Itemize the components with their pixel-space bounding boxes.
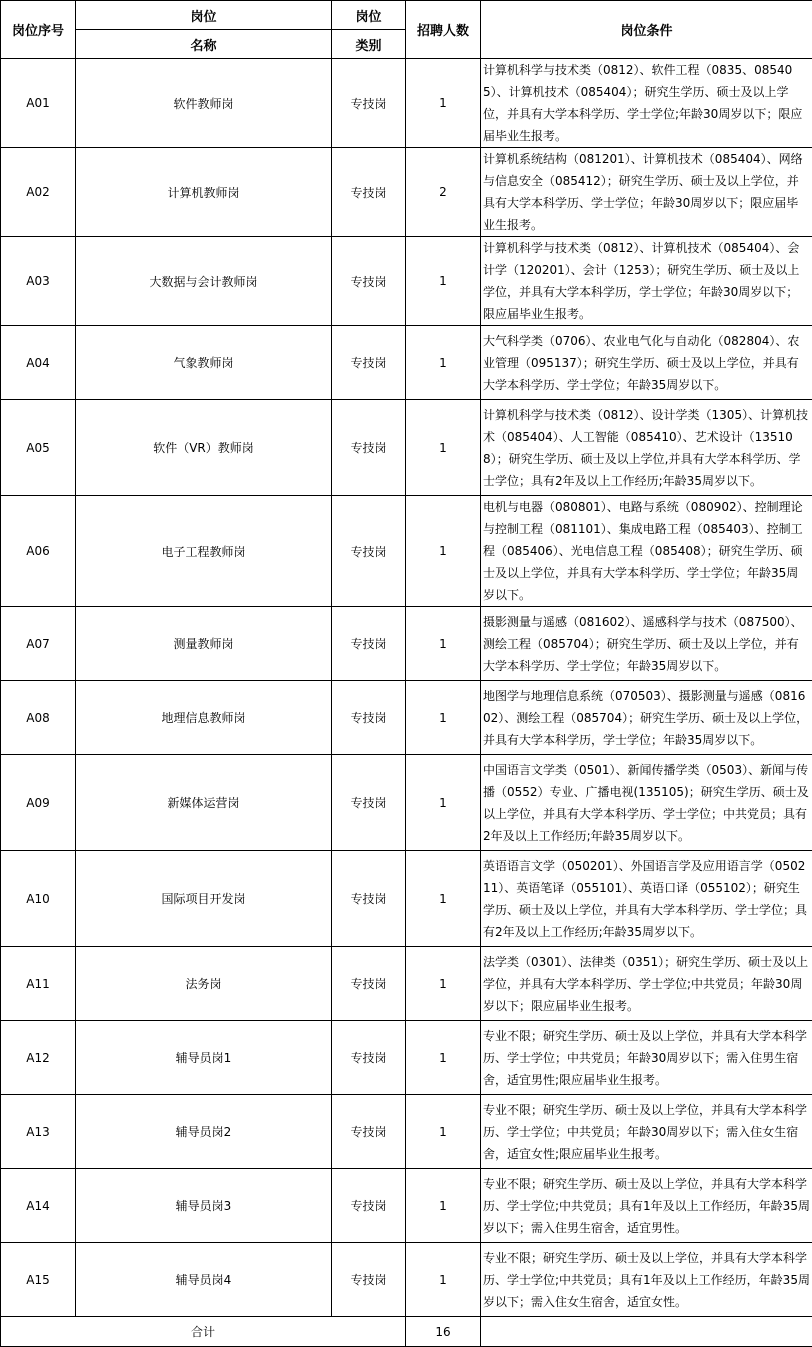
table-body xyxy=(1,59,812,1317)
cell-position-name: 电子工程教师岗 xyxy=(76,496,332,607)
table-row xyxy=(1,947,812,1021)
cell-conditions: 专业不限；研究生学历、硕士及以上学位，并具有大学本科学历、学士学位;中共党员；具有1年及以上工作经历，年龄35周岁以下；需入住女生宿舍，适宜女性。 xyxy=(481,1243,812,1317)
cell-id: A07 xyxy=(1,607,76,681)
cell-id: A05 xyxy=(1,400,76,496)
cell-id: A12 xyxy=(1,1021,76,1095)
header-seq: 岗位序号 xyxy=(1,1,76,59)
header-type-top: 岗位 xyxy=(332,1,406,30)
cell-id: A10 xyxy=(1,851,76,947)
cell-position-name: 测量教师岗 xyxy=(76,607,332,681)
cell-position-name: 辅导员岗1 xyxy=(76,1021,332,1095)
cell-type: 专技岗 xyxy=(332,148,406,237)
cell-count: 1 xyxy=(406,851,481,947)
cell-type: 专技岗 xyxy=(332,681,406,755)
cell-conditions: 计算机科学与技术类（0812）、设计学类（1305）、计算机技术（085404）、人工智能（085410）、艺术设计（135108）；研究生学历、硕士及以上学位,并具有大学本科学历、学士学位；具有2年及以上工作经历;年龄35周岁以下。 xyxy=(481,400,812,496)
cell-count: 1 xyxy=(406,326,481,400)
cell-count: 1 xyxy=(406,607,481,681)
cell-position-name: 计算机教师岗 xyxy=(76,148,332,237)
cell-count: 1 xyxy=(406,1169,481,1243)
table-row xyxy=(1,400,812,496)
cell-id: A14 xyxy=(1,1169,76,1243)
cell-type: 专技岗 xyxy=(332,755,406,851)
cell-count: 1 xyxy=(406,681,481,755)
cell-type: 专技岗 xyxy=(332,1169,406,1243)
total-row xyxy=(1,1317,812,1347)
cell-type: 专技岗 xyxy=(332,496,406,607)
cell-position-name: 辅导员岗4 xyxy=(76,1243,332,1317)
cell-position-name: 新媒体运营岗 xyxy=(76,755,332,851)
cell-position-name: 气象教师岗 xyxy=(76,326,332,400)
cell-count: 2 xyxy=(406,148,481,237)
cell-conditions: 大气科学类（0706）、农业电气化与自动化（082804）、农业管理（095137）；研究生学历、硕士及以上学位，并具有大学本科学历、学士学位；年龄35周岁以下。 xyxy=(481,326,812,400)
table-row xyxy=(1,237,812,326)
cell-type: 专技岗 xyxy=(332,1095,406,1169)
cell-id: A03 xyxy=(1,237,76,326)
table-row xyxy=(1,851,812,947)
cell-position-name: 软件（VR）教师岗 xyxy=(76,400,332,496)
table-row xyxy=(1,1169,812,1243)
cell-type: 专技岗 xyxy=(332,947,406,1021)
table-row xyxy=(1,681,812,755)
cell-conditions: 英语语言文学（050201）、外国语言学及应用语言学（050211）、英语笔译（055101）、英语口译（055102）；研究生学历、硕士及以上学位，并具有大学本科学历、学士学位；具有2年及以上工作经历;年龄35周岁以下。 xyxy=(481,851,812,947)
cell-position-name: 辅导员岗2 xyxy=(76,1095,332,1169)
cell-type: 专技岗 xyxy=(332,607,406,681)
cell-position-name: 大数据与会计教师岗 xyxy=(76,237,332,326)
cell-conditions: 计算机系统结构（081201）、计算机技术（085404）、网络与信息安全（085412）；研究生学历、硕士及以上学位，并具有大学本科学历、学士学位；年龄30周岁以下；限应届毕业生报考。 xyxy=(481,148,812,237)
table-row xyxy=(1,607,812,681)
cell-id: A13 xyxy=(1,1095,76,1169)
cell-position-name: 辅导员岗3 xyxy=(76,1169,332,1243)
cell-count: 1 xyxy=(406,1095,481,1169)
cell-conditions: 计算机科学与技术类（0812）、计算机技术（085404）、会计学（120201）、会计（1253）；研究生学历、硕士及以上学位，并具有大学本科学历，学士学位；年龄30周岁以下；限应届毕业生报考。 xyxy=(481,237,812,326)
header-position-bottom: 名称 xyxy=(76,30,332,59)
table-row xyxy=(1,496,812,607)
cell-type: 专技岗 xyxy=(332,400,406,496)
cell-count: 1 xyxy=(406,59,481,148)
cell-type: 专技岗 xyxy=(332,59,406,148)
cell-id: A11 xyxy=(1,947,76,1021)
cell-type: 专技岗 xyxy=(332,237,406,326)
cell-id: A09 xyxy=(1,755,76,851)
cell-count: 1 xyxy=(406,496,481,607)
cell-type: 专技岗 xyxy=(332,1021,406,1095)
cell-conditions: 专业不限；研究生学历、硕士及以上学位，并具有大学本科学历、学士学位;中共党员；具有1年及以上工作经历，年龄35周岁以下；需入住男生宿舍，适宜男性。 xyxy=(481,1169,812,1243)
header-count: 招聘人数 xyxy=(406,1,481,59)
cell-conditions: 计算机科学与技术类（0812）、软件工程（0835、085405）、计算机技术（085404）；研究生学历、硕士及以上学位，并具有大学本科学历、学士学位;年龄30周岁以下；限应届毕业生报考。 xyxy=(481,59,812,148)
cell-type: 专技岗 xyxy=(332,851,406,947)
cell-id: A01 xyxy=(1,59,76,148)
header-position-top: 岗位 xyxy=(76,1,332,30)
cell-id: A08 xyxy=(1,681,76,755)
table-row xyxy=(1,755,812,851)
cell-conditions: 地图学与地理信息系统（070503）、摄影测量与遥感（081602）、测绘工程（085704）；研究生学历、硕士及以上学位，并具有大学本科学历，学士学位；年龄35周岁以下。 xyxy=(481,681,812,755)
cell-id: A04 xyxy=(1,326,76,400)
cell-count: 1 xyxy=(406,400,481,496)
cell-position-name: 国际项目开发岗 xyxy=(76,851,332,947)
cell-conditions: 电机与电器（080801）、电路与系统（080902）、控制理论与控制工程（081101）、集成电路工程（085403）、控制工程（085406）、光电信息工程（085408）；研究生学历、硕士及以上学位，并具有大学本科学历、学士学位；年龄35周岁以下。 xyxy=(481,496,812,607)
cell-conditions: 摄影测量与遥感（081602）、遥感科学与技术（087500）、测绘工程（085704）；研究生学历、硕士及以上学位，并有大学本科学历、学士学位；年龄35周岁以下。 xyxy=(481,607,812,681)
cell-count: 1 xyxy=(406,237,481,326)
cell-conditions: 中国语言文学类（0501）、新闻传播学类（0503）、新闻与传播（0552）专业、广播电视(135105)；研究生学历、硕士及以上学位，并具有大学本科学历、学士学位；中共党员；具有2年及以上工作经历;年龄35周岁以下。 xyxy=(481,755,812,851)
cell-count: 1 xyxy=(406,947,481,1021)
table-row xyxy=(1,1243,812,1317)
table-row xyxy=(1,1095,812,1169)
cell-position-name: 法务岗 xyxy=(76,947,332,1021)
cell-position-name: 软件教师岗 xyxy=(76,59,332,148)
cell-count: 1 xyxy=(406,1021,481,1095)
header-row-1 xyxy=(1,1,812,30)
cell-position-name: 地理信息教师岗 xyxy=(76,681,332,755)
total-label: 合计 xyxy=(1,1317,406,1347)
cell-count: 1 xyxy=(406,1243,481,1317)
cell-conditions: 法学类（0301）、法律类（0351）；研究生学历、硕士及以上学位，并具有大学本科学历、学士学位;中共党员；年龄30周岁以下；限应届毕业生报考。 xyxy=(481,947,812,1021)
cell-id: A15 xyxy=(1,1243,76,1317)
cell-id: A06 xyxy=(1,496,76,607)
cell-type: 专技岗 xyxy=(332,326,406,400)
table-row xyxy=(1,1021,812,1095)
table-row xyxy=(1,148,812,237)
total-empty xyxy=(481,1317,812,1347)
cell-conditions: 专业不限；研究生学历、硕士及以上学位，并具有大学本科学历、学士学位；中共党员；年龄30周岁以下；需入住女生宿舍，适宜女性;限应届毕业生报考。 xyxy=(481,1095,812,1169)
header-type-bottom: 类别 xyxy=(332,30,406,59)
table-row xyxy=(1,59,812,148)
cell-count: 1 xyxy=(406,755,481,851)
cell-id: A02 xyxy=(1,148,76,237)
total-count: 16 xyxy=(406,1317,481,1347)
header-conditions: 岗位条件 xyxy=(481,1,812,59)
table-row xyxy=(1,326,812,400)
cell-type: 专技岗 xyxy=(332,1243,406,1317)
cell-conditions: 专业不限；研究生学历、硕士及以上学位，并具有大学本科学历、学士学位；中共党员；年龄30周岁以下；需入住男生宿舍，适宜男性;限应届毕业生报考。 xyxy=(481,1021,812,1095)
